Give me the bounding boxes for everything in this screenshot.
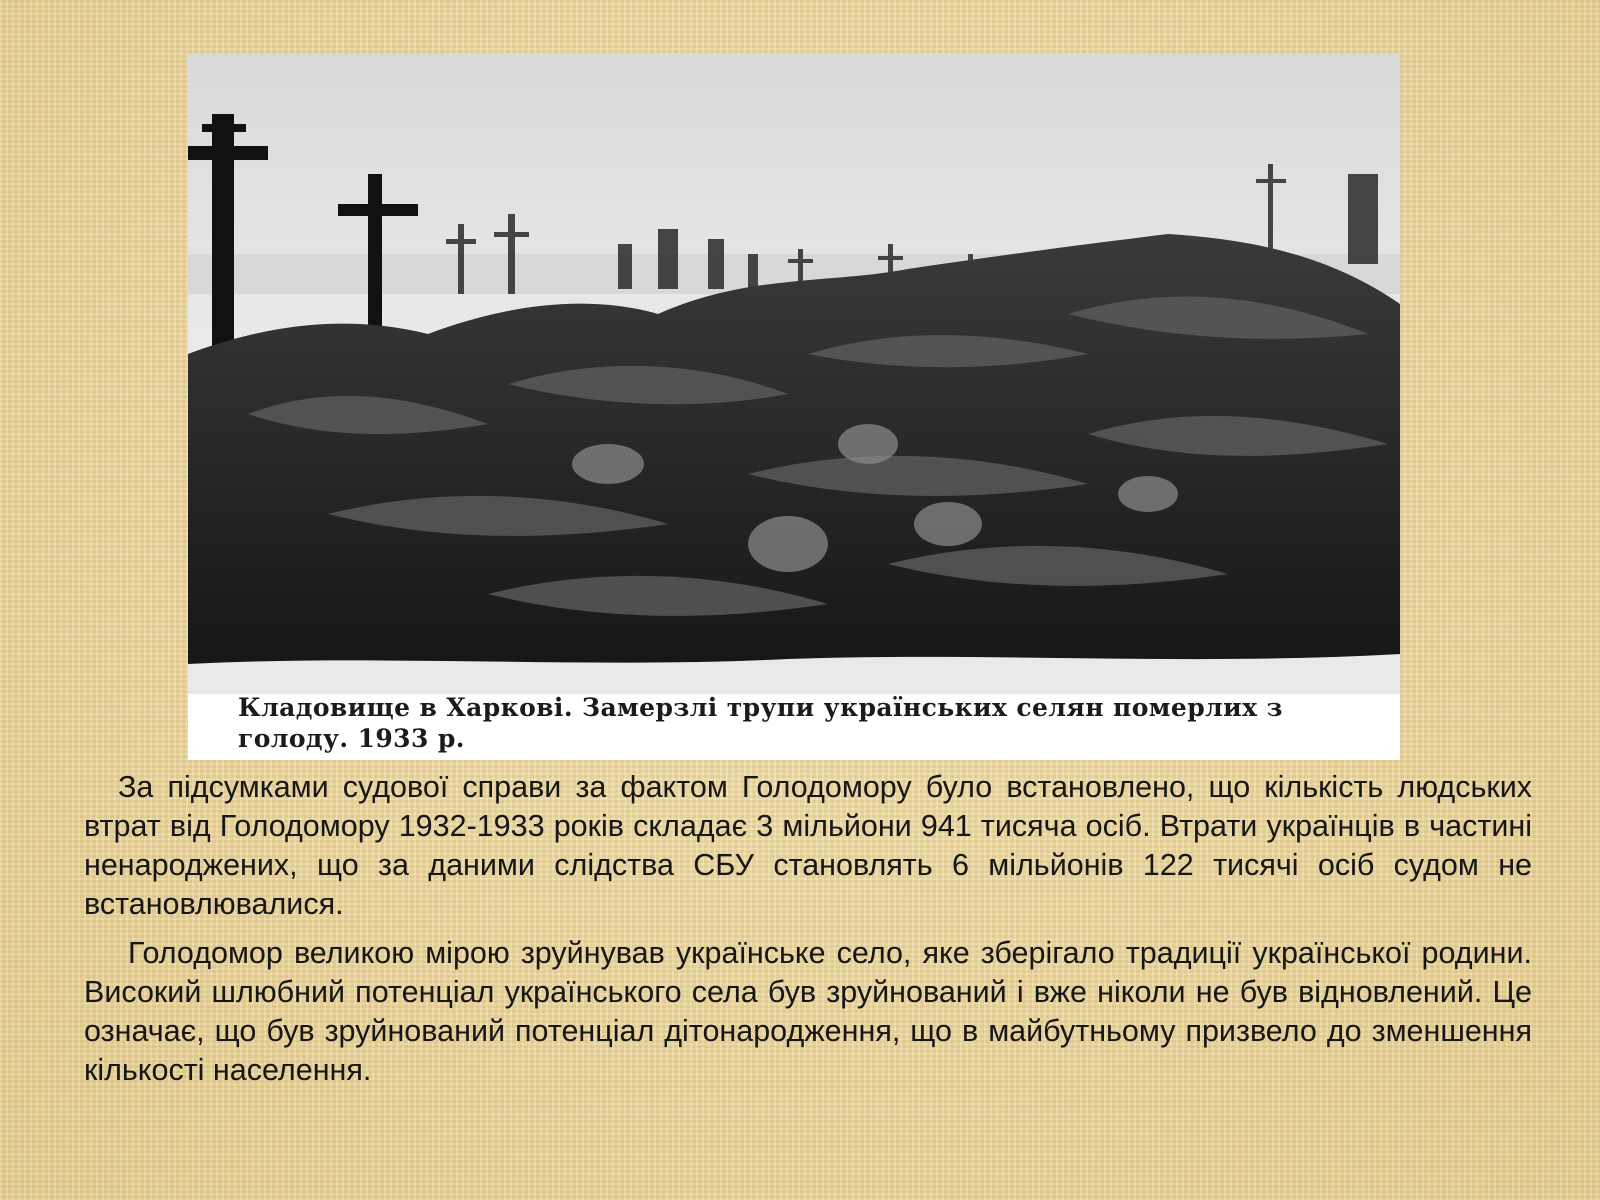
paragraph-2: Голодомор великою мірою зруйнував українське село, яке зберігало традиції української родини. Високий шлюбний потенціал українського села був зруйнований і вже ніколи не був відновлений. Це означає, що був зруйнований потенціал дітонародження, що в майбутньому призвело до зменшення кількості населення. (84, 936, 1532, 1087)
body-text (84, 768, 1532, 1100)
photo-caption: Кладовище в Харкові. Замерзлі трупи українських селян померлих з голоду. 1933 р. (238, 693, 1283, 753)
historical-photo (188, 54, 1400, 760)
paragraph-1: За підсумками судової справи за фактом Голодомору було встановлено, що кількість людських втрат від Голодомору 1932-1933 років складає 3 мільйони 941 тисяча осіб. Втрати українців в частині ненароджених, що за даними слідства СБУ становлять 6 мільйонів 122 тисячі осіб судом не встановлювалися. (84, 770, 1532, 921)
cemetery-photo-image (188, 54, 1400, 694)
